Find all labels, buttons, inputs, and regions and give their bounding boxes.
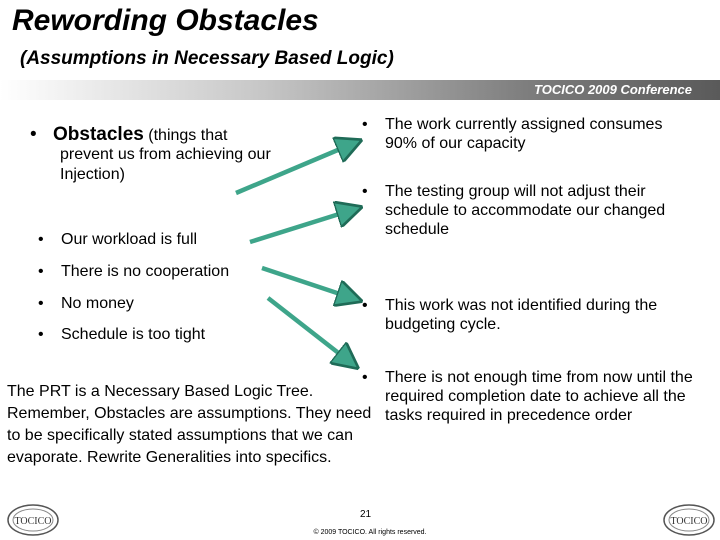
bullet-dot: • bbox=[38, 231, 44, 248]
assumption-item-label: The work currently assigned consumes 90% of our capacity bbox=[385, 116, 663, 152]
obstacle-item-label: Our workload is full bbox=[61, 231, 198, 248]
assumption-item-label: The testing group will not adjust their schedule to accommodate our changed schedule bbox=[385, 183, 666, 238]
obstacle-item-label: No money bbox=[61, 295, 134, 312]
tocico-logo-right bbox=[662, 503, 716, 537]
explanation-note: The PRT is a Necessary Based Logic Tree. Remember, Obstacles are assumptions. They need to be specifically stated assumptions that we can evaporate. Rewrite Generalities into specifics. bbox=[7, 383, 372, 466]
arrow-cooperation-to-testing bbox=[250, 210, 352, 242]
bullet-dot: • bbox=[362, 183, 368, 200]
bullet-dot: • bbox=[38, 263, 44, 280]
bullet-dot: • bbox=[362, 297, 368, 314]
arrow-workload-to-capacity bbox=[236, 144, 352, 193]
bullet-dot: • bbox=[362, 369, 368, 386]
slide-title: Rewording Obstacles bbox=[12, 4, 319, 37]
svg-text:TOCICO: TOCICO bbox=[670, 516, 708, 527]
assumption-item-label: There is not enough time from now until the required completion date to achieve all the tasks required in precedence order bbox=[385, 369, 693, 424]
bullet-dot: • bbox=[38, 326, 44, 343]
assumption-item-label: This work was not identified during the budgeting cycle. bbox=[385, 297, 658, 333]
tocico-logo-left bbox=[6, 503, 60, 537]
arrow-schedule-to-time bbox=[268, 298, 350, 362]
copyright-notice: © 2009 TOCICO. All rights reserved. bbox=[313, 529, 427, 536]
bullet-dot: • bbox=[362, 116, 368, 133]
svg-text:TOCICO: TOCICO bbox=[14, 516, 52, 527]
obstacle-item-label: There is no cooperation bbox=[61, 263, 230, 280]
bullet-dot: • bbox=[38, 295, 44, 312]
obstacle-item-label: Schedule is too tight bbox=[61, 326, 206, 343]
bullet-dot: • bbox=[30, 124, 37, 145]
arrow-money-to-budget bbox=[262, 268, 352, 298]
obstacles-heading-bold: Obstacles bbox=[53, 124, 144, 145]
conference-label: TOCICO 2009 Conference bbox=[534, 82, 692, 97]
slide-subtitle: (Assumptions in Necessary Based Logic) bbox=[20, 48, 394, 69]
page-number: 21 bbox=[360, 509, 372, 520]
obstacles-heading-paren: (things that bbox=[148, 127, 228, 144]
obstacles-heading-continuation: prevent us from achieving our Injection) bbox=[60, 146, 271, 183]
